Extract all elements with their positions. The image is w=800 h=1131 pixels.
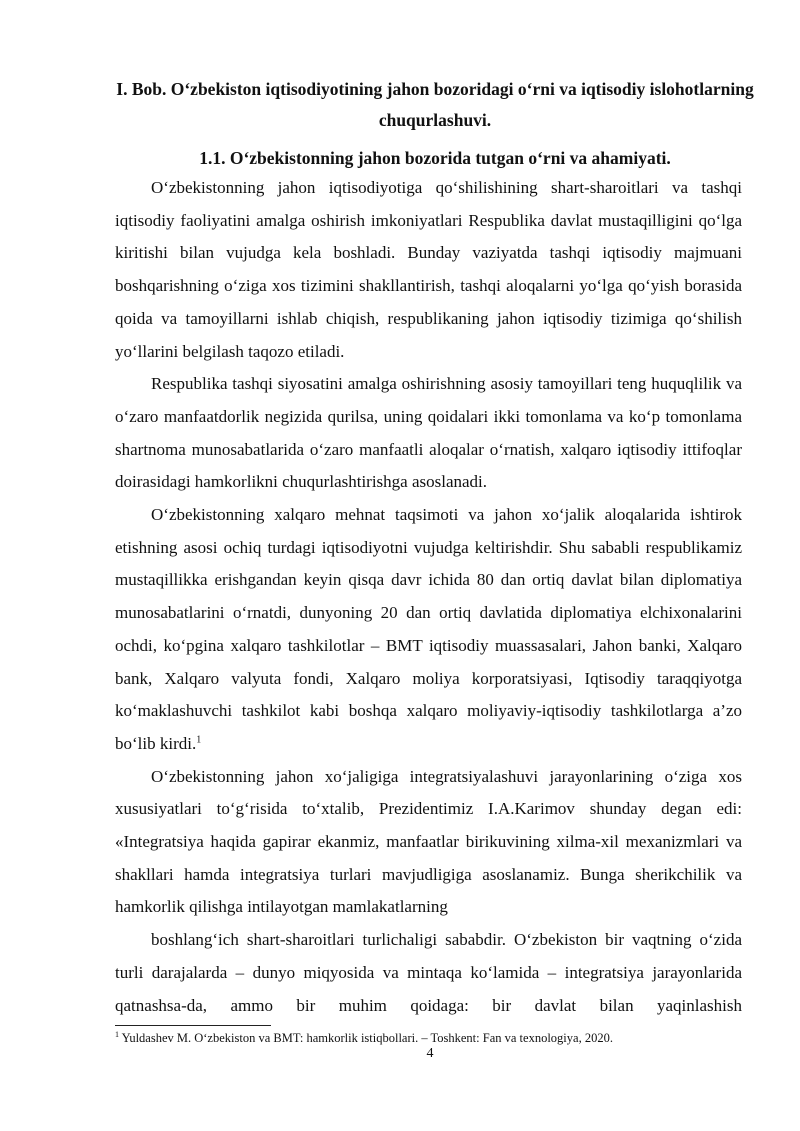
footnote-marker: 1 (115, 1029, 119, 1039)
paragraph-1: O‘zbekistonning jahon iqtisodiyotiga qo‘shilishining shart-sharoitlari va tashqi iqtisodiy faoliyatini amalga oshirish imkoniyatlari Respublika davlat mustaqilligini qo‘lga kiritishi bilan vujudga kela boshladi. Bunday vaziyatda tashqi iqtisodiy majmuani boshqarishning o‘ziga xos tizimini shakllantirish, tashqi aloqalarni yo‘lga qo‘yish borasida qoida va tamoyillarni ishlab chiqish, respublikaning jahon iqtisodiy tizimiga qo‘shilish yo‘llarini belgilash taqozo etiladi. (115, 178, 742, 361)
footnote-reference: 1 (196, 734, 202, 746)
paragraph-2: Respublika tashqi siyosatini amalga oshirishning asosiy tamoyillari teng huquqlilik va o‘zaro manfaatdorlik negizida qurilsa, uning qoidalari ikki tomonlama va ko‘p tomonlama shartnoma munosabatlarida o‘zaro manfaatli aloqalar o‘rnatish, xalqaro iqtisodiy ittifoqlar doirasidagi hamkorlikni chuqurlashtirishga asoslanadi. (115, 374, 742, 492)
paragraph-4: O‘zbekistonning jahon xo‘jaligiga integratsiyalashuvi jarayonlarining o‘ziga xos xususiyatlari to‘g‘risida to‘xtalib, Prezidentimiz I.A.Karimov shunday degan edi: «Integratsiya haqida gapirar ekanmiz, manfaatlar birikuvining xilma-xil mexanizmlari va shakllari hamda integratsiya turlari mavjudligiga asoslanamiz. Bunga sherikchilik va hamkorlik qilishga intilayotgan mamlakatlarning (115, 766, 742, 917)
paragraph-3 (115, 499, 742, 761)
footnote (115, 1030, 755, 1046)
chapter-title: I. Bob. O‘zbekiston iqtisodiyotining jahon bozoridagi o‘rni va iqtisodiy islohotlarning chuqurlashuvi. (116, 79, 754, 130)
page-number: 4 (426, 1046, 434, 1061)
section-title: 1.1. O‘zbekistonning jahon bozorida tutgan o‘rni va ahamiyati. (199, 148, 671, 168)
paragraph-5: boshlang‘ich shart-sharoitlari turlichaligi sababdir. O‘zbekiston bir vaqtning o‘zida turli darajalarda – dunyo miqyosida va mintaqa ko‘lamida – integratsiya jarayonlarida qatnashsa-da, ammo bir muhim qoidaga: bir davlat bilan yaqinlashish (115, 930, 742, 1015)
paragraph-3-text: O‘zbekistonning xalqaro mehnat taqsimoti va jahon xo‘jalik aloqalarida ishtirok etishning asosi ochiq turdagi iqtisodiyotni vujudga keltirishdir. Shu sababli respublikamiz mustaqillikka erishgandan keyin qisqa davr ichida 80 dan ortiq davlat bilan diplomatiya munosabatlarini o‘rnatdi, dunyoning 20 dan ortiq davlatida diplomatiya elchixonalarini ochdi, ko‘pgina xalqaro tashkilotlar – BMT iqtisodiy muassasalari, Jahon banki, Xalqaro bank, Xalqaro valyuta fondi, Xalqaro moliya korporatsiyasi, Iqtisodiy taraqqiyotga ko‘maklashuvchi tashkilot kabi boshqa xalqaro moliyaviy-iqtisodiy tashkilotlarga a’zo bo‘lib kirdi. (115, 505, 742, 753)
body-text (115, 172, 742, 1022)
footnote-divider (115, 1025, 271, 1026)
footnote-text: Yuldashev M. O‘zbekiston va BMT: hamkorlik istiqbollari. – Toshkent: Fan va texnologiya, 2020. (121, 1031, 613, 1045)
